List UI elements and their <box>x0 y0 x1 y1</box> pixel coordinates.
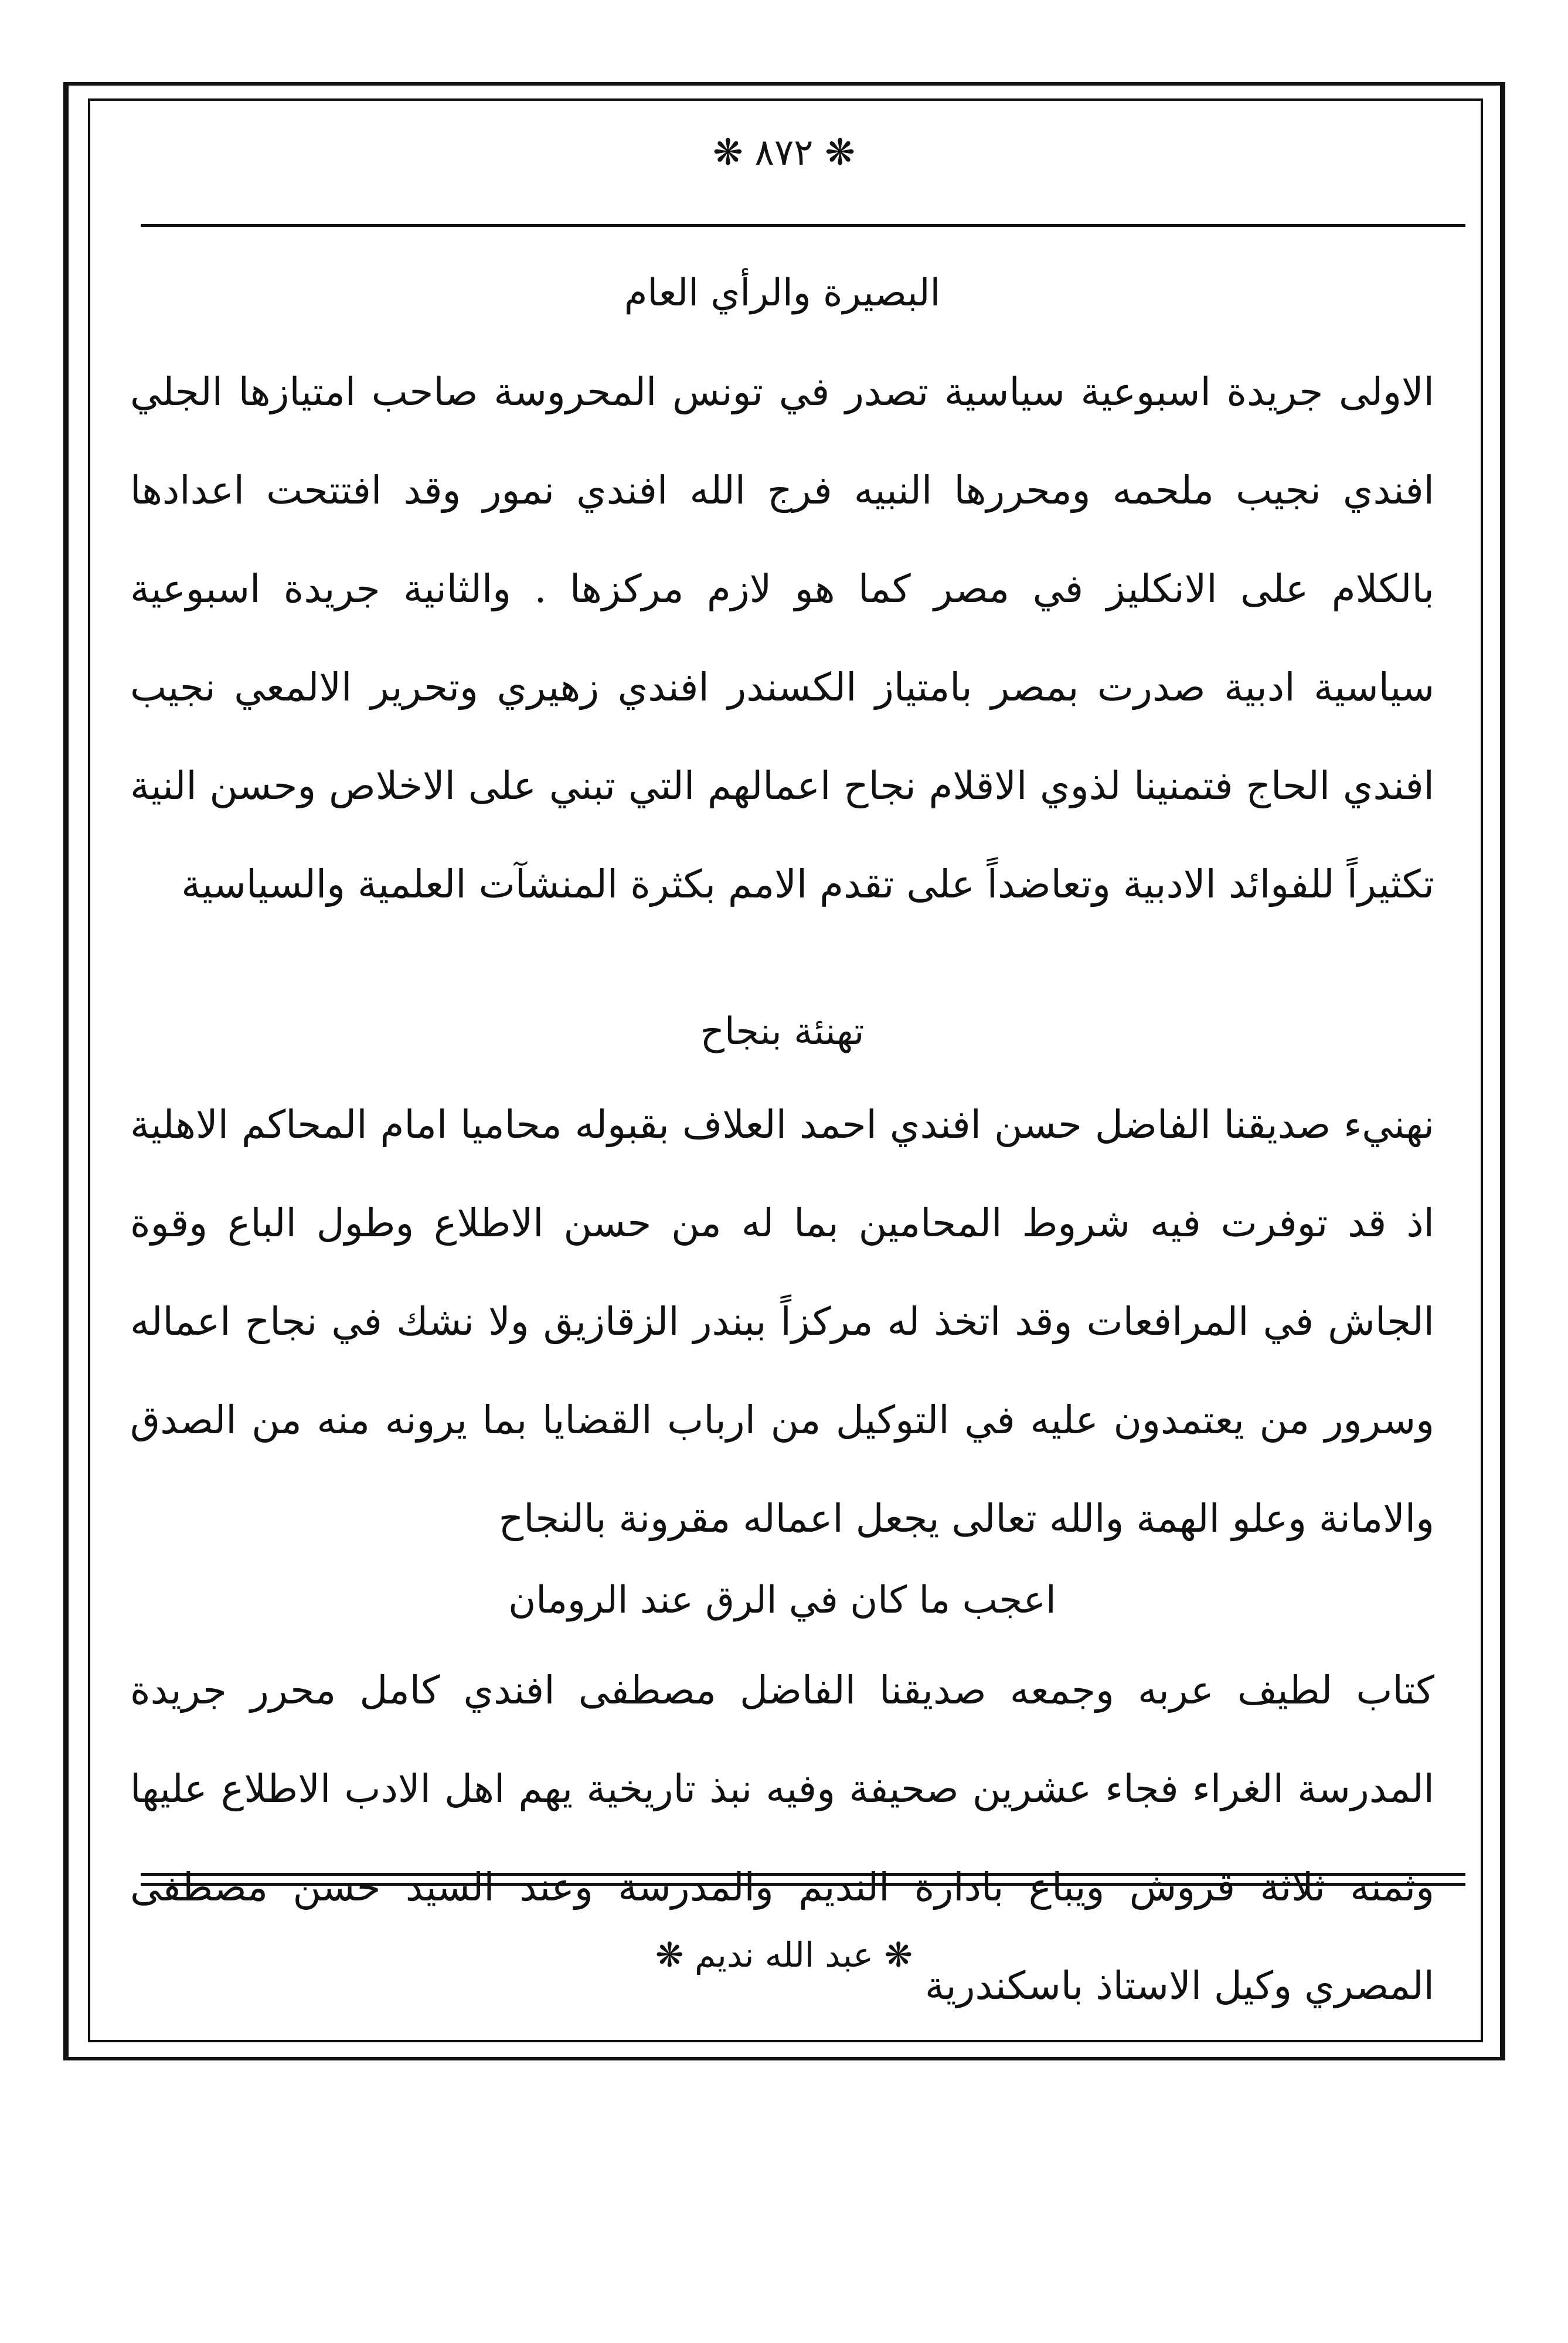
section-heading: اعجب ما كان في الرق عند الرومان <box>508 1579 1056 1622</box>
section-body <box>130 343 1434 934</box>
footer-rule-double <box>141 1883 1465 1886</box>
signature-name: عبد الله نديم <box>695 1935 873 1975</box>
ornament-icon: ❋ <box>884 1935 913 1975</box>
section-heading: تهنئة بنجاح <box>700 1010 865 1053</box>
signature <box>0 1929 1568 1981</box>
section-text: كتاب لطيف عربه وجمعه صديقنا الفاضل مصطفى افندي كامل محرر جريدة المدرسة الغراء فجاء عشرين صحيفة وفيه نبذ تاريخية يهم اهل الادب الاطلاع عليها وثمنه ثلاثة قروش ويباع بادارة النديم والمدرسة وعند السيد حسن مصطفى المصري وكيل الاستاذ باسكندرية <box>130 1668 1434 2008</box>
footer-rule <box>141 1873 1465 1876</box>
ornament-icon: ❋ <box>712 131 743 174</box>
page-header <box>0 126 1568 179</box>
page-number: ٨٧٢ <box>754 131 814 174</box>
ornament-icon: ❋ <box>655 1935 684 1975</box>
header-rule <box>141 224 1465 227</box>
ornament-icon: ❋ <box>825 131 856 174</box>
section-text: نهنيء صديقنا الفاضل حسن افندي احمد العلاف بقبوله محاميا امام المحاكم الاهلية اذ قد توفرت فيه شروط المحامين بما له من حسن الاطلاع وطول الباع وقوة الجاش في المرافعات وقد اتخذ له مركزاً ببندر الزقازيق ولا نشك في نجاح اعماله وسرور من يعتمدون عليه في التوكيل من ارباب القضايا بما يرونه منه من الصدق والامانة وعلو الهمة والله تعالى يجعل اعماله مقرونة بالنجاح <box>130 1102 1434 1541</box>
section-body <box>130 1076 1434 1568</box>
section-text: الاولى جريدة اسبوعية سياسية تصدر في تونس المحروسة صاحب امتيازها الجلي افندي نجيب ملحمه ومحررها النبيه فرج الله افندي نمور وقد افتتحت اعدادها بالكلام على الانكليز في مصر كما هو لازم مركزها . والثانية جريدة اسبوعية سياسية ادبية صدرت بمصر بامتياز الكسندر افندي زهيري وتحرير الالمعي نجيب افندي الحاج فتمنينا لذوي الاقلام نجاح اعمالهم التي تبني على الاخلاص وحسن النية تكثيراً للفوائد الادبية وتعاضداً على تقدم الامم بكثرة المنشآت العلمية والسياسية <box>130 369 1434 907</box>
section-heading: البصيرة والرأي العام <box>624 271 941 315</box>
